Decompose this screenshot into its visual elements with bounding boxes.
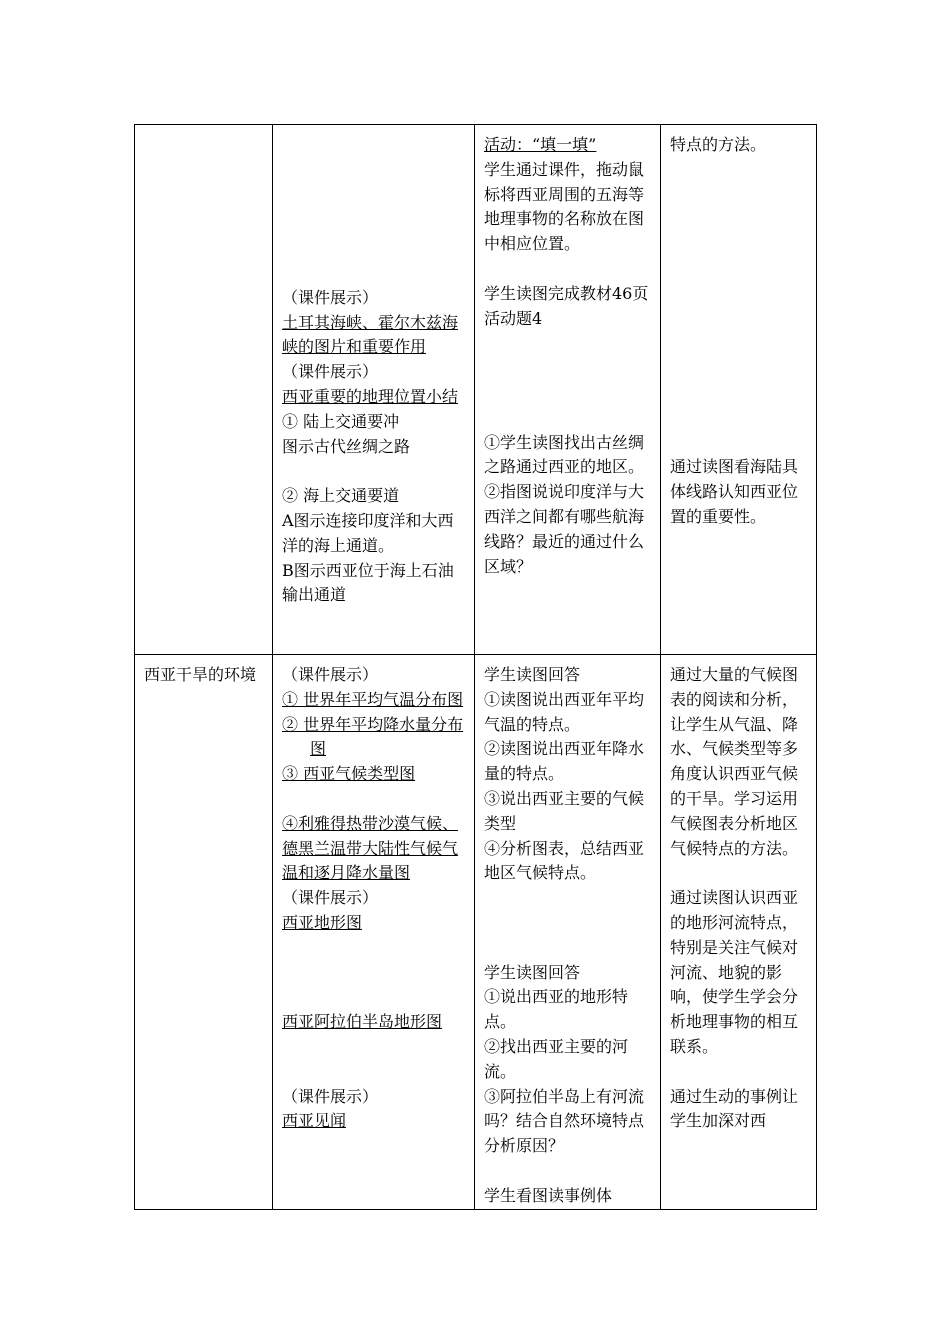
- read-answer-label: 学生读图回答: [484, 665, 581, 684]
- precipitation-task-text: ②读图说出西亚年降水量的特点。: [484, 739, 645, 784]
- read-answer-label: 学生读图回答: [484, 962, 581, 982]
- courseware-label: （课件展示）: [282, 362, 379, 382]
- location-summary-text: 西亚重要的地理位置小结: [282, 386, 459, 406]
- topic-dry-environment: 西亚干旱的环境: [144, 665, 257, 684]
- arabian-rivers-task-text: ③阿拉伯半岛上有河流吗？结合自然环境特点分析原因？: [484, 1086, 645, 1156]
- sea-route-text: ② 海上交通要道: [282, 486, 400, 506]
- sea-passage-a-text: A图示连接印度洋和大西洋的海上通道。: [282, 510, 454, 555]
- climate-chart-text: ④利雅得热带沙漠气候、德黑兰温带大陆性气候气温和逐月降水量图: [282, 813, 459, 883]
- teacher-activity-cell: [273, 655, 475, 1210]
- activity-fill-text: 活动：“填一填”: [484, 135, 597, 154]
- student-activity-cell: [475, 125, 661, 655]
- teacher-activity-cell: [273, 125, 475, 655]
- climate-type-task-text: ③说出西亚主要的气候类型: [484, 788, 645, 833]
- terrain-intent-text: 通过读图认识西亚的地形河流特点，特别是关注气候对河流、地貌的影响，使学生学会分析地理事物的相互联系。: [670, 888, 799, 1056]
- climate-intent-text: 通过大量的气候图表的阅读和分析，让学生从气温、降水、气候类型等多角度认识西亚气候的干旱。学习运用气候图表分析地区气候特点的方法。: [670, 665, 799, 858]
- silk-road-task-text: ①学生读图找出古丝绸之路通过西亚的地区。: [484, 432, 645, 477]
- sea-lanes-task-text: ②指图说说印度洋与大西洋之间都有哪些航海线路？最近的通过什么区域？: [484, 482, 645, 576]
- rivers-task-text: ②找出西亚主要的河流。: [484, 1036, 629, 1081]
- stories-task-text: 学生看图读事例体: [484, 1185, 613, 1205]
- courseware-label: （课件展示）: [282, 1086, 379, 1106]
- land-route-text: ① 陆上交通要冲: [282, 411, 400, 431]
- table-row: [135, 655, 817, 1210]
- arabian-terrain-map-text: 西亚阿拉伯半岛地形图: [282, 1012, 443, 1032]
- drag-names-text: 学生通过课件，拖动鼠标将西亚周围的五海等地理事物的名称放在图中相应位置。: [484, 159, 645, 254]
- stories-intent-text: 通过生动的事例让学生加深对西: [670, 1086, 799, 1131]
- lesson-plan-table: [134, 124, 817, 1210]
- temperature-map-text: ① 世界年平均气温分布图: [282, 689, 464, 709]
- topic-cell: [135, 655, 273, 1210]
- terrain-task-text: ①说出西亚的地形特点。: [484, 987, 629, 1032]
- temperature-task-text: ①读图说出西亚年平均气温的特点。: [484, 689, 645, 734]
- design-intent-cell: [661, 125, 817, 655]
- climate-type-map-text: ③ 西亚气候类型图: [282, 764, 416, 784]
- precipitation-map-text: ② 世界年平均降水量分布图: [282, 714, 464, 759]
- terrain-map-text: 西亚地形图: [282, 912, 363, 932]
- courseware-label: （课件展示）: [282, 888, 379, 908]
- table-row: [135, 125, 817, 655]
- west-asia-stories-text: 西亚见闻: [282, 1111, 347, 1131]
- silk-road-text: 图示古代丝绸之路: [282, 436, 411, 456]
- student-activity-cell: [475, 655, 661, 1210]
- method-text: 特点的方法。: [670, 135, 767, 154]
- design-intent-cell: [661, 655, 817, 1210]
- courseware-label: （课件展示）: [282, 665, 379, 684]
- location-importance-text: 通过读图看海陆具体线路认知西亚位置的重要性。: [670, 457, 799, 526]
- textbook-task-text: 学生读图完成教材46页活动题4: [484, 283, 649, 328]
- topic-cell: [135, 125, 273, 655]
- strait-images-text: 土耳其海峡、霍尔木兹海峡的图片和重要作用: [282, 312, 459, 357]
- courseware-label: （课件展示）: [282, 287, 379, 307]
- climate-summary-task-text: ④分析图表，总结西亚地区气候特点。: [484, 838, 645, 883]
- oil-route-b-text: B图示西亚位于海上石油输出通道: [282, 560, 454, 605]
